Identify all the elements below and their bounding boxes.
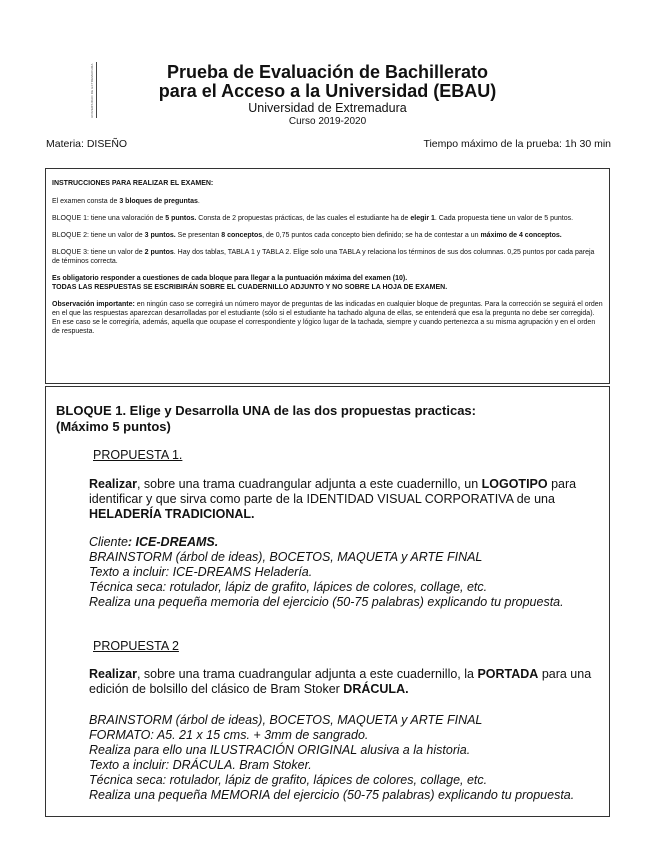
- subject-label: Materia: DISEÑO: [46, 138, 128, 150]
- propuesta1-description: Realizar, sobre una trama cuadrangular adjunta a este cuadernillo, un LOGOTIPO para identificar y que sirva como parte de la IDENTIDAD VISUAL CORPORATIVA de una HELADERÍA TRADICIONAL.: [89, 477, 577, 521]
- propuesta1-details: Cliente: ICE-DREAMS. BRAINSTORM (árbol de ideas), BOCETOS, MAQUETA y ARTE FINAL Texto a incluir: ICE-DREAMS Heladería. Técnica seca: rotulador, lápiz de grafito, lápices de colores, collage, etc. Realiza una pequeña memoria del ejercicio (50-75 palabras) explicando tu propuesta.: [89, 535, 564, 609]
- instructions-heading: INSTRUCCIONES PARA REALIZAR EL EXAMEN:: [52, 180, 214, 187]
- university-side-logo: UNIVERSIDAD DE EXTREMADURA: [90, 62, 97, 118]
- propuesta2-details: BRAINSTORM (árbol de ideas), BOCETOS, MAQUETA y ARTE FINAL FORMATO: A5. 21 x 15 cms. + 3mm de sangrado. Realiza para ello una ILUSTRACIÓN ORIGINAL alusiva a la historia. Texto a incluir: DRÁCULA. Bram Stoker. Técnica seca: rotulador, lápiz de grafito, lápices de colores, collage, etc. Realiza una pequeña MEMORIA del ejercicio (50-75 palabras) explicando tu propuesta.: [89, 713, 575, 802]
- page-title-line2: para el Acceso a la Universidad (EBAU): [158, 81, 497, 101]
- max-time-label: Tiempo máximo de la prueba: 1h 30 min: [423, 138, 611, 150]
- page-title-line1: Prueba de Evaluación de Bachillerato: [166, 62, 489, 82]
- instructions-intro: El examen consta de 3 bloques de preguntas.: [52, 198, 200, 205]
- instructions-mandatory: Es obligatorio responder a cuestiones de cada bloque para llegar a la puntuación máxima del examen (10). TODAS LAS RESPUESTAS SE ESCRIBIRÁN SOBRE EL CUADERNILLO ADJUNTO Y NO SOBRE LA HOJA DE EXAMEN.: [52, 275, 448, 291]
- university-name: Universidad de Extremadura: [248, 101, 407, 115]
- instructions-box: [45, 168, 610, 384]
- instructions-bloque3: BLOQUE 3: tiene un valor de 2 puntos. Hay dos tablas, TABLA 1 y TABLA 2. Elige solo una TABLA y relaciona los términos de sus dos columnas. 0,25 puntos por cada pareja de términos correcta.: [52, 249, 595, 265]
- instructions-observation: Observación importante: en ningún caso se corregirá un número mayor de preguntas de las indicadas en cualquier bloque de preguntas. Para la corrección se seguirá el orden en el que las respuestas aparezcan desarrolladas por el estudiante (sólo si el estudiante ha tachado alguna de ellas, se entenderá que esa la pregunta no debe ser corregida). En ese caso se le corregiría, además, aquella que ocupase el correspondiente y lógico lugar de la tachada, siempre y cuando pertenezca a su misma agrupación y en el orden de respuesta.: [52, 301, 603, 335]
- propuesta2-heading: PROPUESTA 2: [93, 639, 179, 653]
- instructions-bloque1: BLOQUE 1: tiene una valoración de 5 puntos. Consta de 2 propuestas prácticas, de las cuales el estudiante ha de elegir 1. Cada propuesta tiene un valor de 5 puntos.: [52, 215, 574, 222]
- bloque1-box: [45, 386, 610, 817]
- propuesta2-description: Realizar, sobre una trama cuadrangular adjunta a este cuadernillo, la PORTADA para una edición de bolsillo del clásico de Bram Stoker DRÁCULA.: [89, 667, 592, 696]
- course-year: Curso 2019-2020: [288, 116, 367, 127]
- instructions-bloque2: BLOQUE 2: tiene un valor de 3 puntos. Se presentan 8 conceptos, de 0,75 puntos cada concepto bien definido; se ha de contestar a un máximo de 4 conceptos.: [52, 232, 562, 239]
- propuesta1-heading: PROPUESTA 1.: [93, 448, 183, 462]
- bloque1-title: BLOQUE 1. Elige y Desarrolla UNA de las dos propuestas practicas: (Máximo 5 puntos): [56, 403, 476, 434]
